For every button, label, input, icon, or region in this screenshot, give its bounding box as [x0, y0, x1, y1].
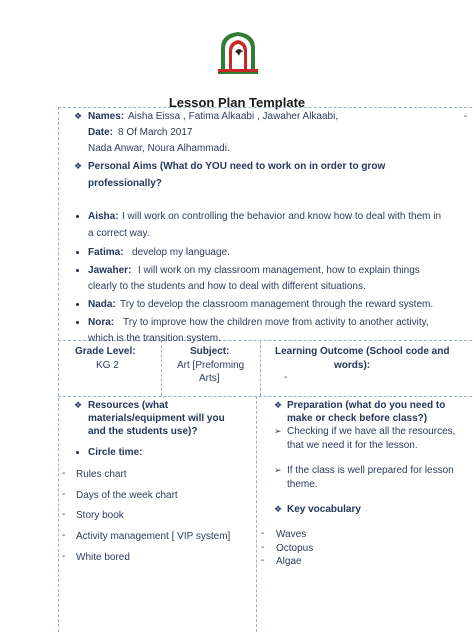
resource-item: Story book [76, 510, 124, 521]
aims-item-name: Nada: [88, 299, 116, 310]
names-label: Names: [88, 111, 125, 122]
subject-value-line2: Arts] [199, 373, 220, 384]
diamond-icon: ❖ [74, 111, 83, 121]
dash-icon: - [62, 468, 66, 479]
bullet-icon [76, 303, 79, 306]
date-value: 8 Of March 2017 [118, 127, 193, 138]
diamond-icon: ❖ [274, 504, 283, 514]
resources-heading-line1: Resources (what [88, 400, 169, 411]
preparation-heading-line2: make or check before class?) [287, 413, 428, 424]
aims-item-text: Try to develop the classroom management through the reward system. [120, 299, 434, 310]
preparation-item-line2: that we need it for the lesson. [287, 440, 418, 451]
bullet-icon [76, 215, 79, 218]
grade-label: Grade Level: [75, 346, 136, 357]
preparation-item: If the class is well prepared for lesson [287, 465, 454, 476]
names-trailing-dash: - [464, 111, 468, 122]
preparation-heading-line1: Preparation (what do you need to [287, 400, 446, 411]
table-border-top [58, 107, 472, 108]
aims-heading-line1: Personal Aims (What do YOU need to work on in order to grow [88, 161, 386, 172]
grade-value: KG 2 [96, 360, 119, 371]
subject-label: Subject: [190, 346, 230, 357]
table-divider-col1 [161, 340, 162, 396]
names-line2: Nada Anwar, Noura Alhammadi. [88, 143, 230, 154]
page-title: Lesson Plan Template [168, 95, 306, 110]
dash-icon: - [261, 528, 265, 539]
table-divider-col2 [260, 340, 261, 396]
aims-item-text: I will work on my classroom management, how to explain things [138, 265, 420, 276]
vocab-item: Octopus [276, 543, 314, 554]
resource-item: White bored [76, 552, 130, 563]
vocab-heading: Key vocabulary [287, 504, 361, 515]
aims-heading-line2: professionally? [88, 178, 162, 189]
aims-item-name: Fatima: [88, 247, 124, 258]
date-label: Date: [88, 127, 114, 138]
outcome-value: - [284, 372, 288, 383]
aims-item-name: Nora: [88, 317, 115, 328]
arrow-icon: ➢ [274, 465, 282, 475]
resource-item: Days of the week chart [76, 490, 178, 501]
table-border-left [58, 107, 59, 632]
bullet-icon [76, 451, 79, 454]
preparation-item-line2: theme. [287, 479, 318, 490]
resource-item: Activity management [ VIP system] [76, 531, 231, 542]
dash-icon: - [261, 555, 265, 566]
dash-icon: - [62, 489, 66, 500]
outcome-label-line1: Learning Outcome (School code and [275, 346, 450, 357]
resource-item: Rules chart [76, 469, 127, 480]
diamond-icon: ❖ [274, 400, 283, 410]
aims-item-text: Try to improve how the children move from activity to another activity, [123, 317, 429, 328]
circle-time-label: Circle time: [88, 447, 143, 458]
dash-icon: - [62, 551, 66, 562]
aims-item-text2: clearly to the students and how to deal with different situations. [88, 281, 366, 292]
arrow-icon: ➢ [274, 426, 282, 436]
subject-value-line1: Art [Preforming [177, 360, 245, 371]
aims-item-text: develop my language. [132, 247, 230, 258]
resources-heading-line3: and the students use)? [88, 426, 198, 437]
names-value: Aisha Eissa , Fatima Alkaabi , Jawaher Alkaabi, [128, 111, 339, 122]
diamond-icon: ❖ [74, 161, 83, 171]
outcome-label-line2: words): [334, 360, 371, 371]
school-logo [218, 30, 258, 74]
table-divider-grade [58, 396, 472, 397]
preparation-item: Checking if we have all the resources, [287, 426, 456, 437]
aims-item-name: Aisha: [88, 211, 119, 222]
dash-icon: - [261, 542, 265, 553]
aims-item-text2: which is the transition system. [88, 333, 221, 344]
dash-icon: - [62, 509, 66, 520]
aims-item-name: Jawaher: [88, 265, 132, 276]
bullet-icon [76, 251, 79, 254]
vocab-item: Algae [276, 556, 302, 567]
diamond-icon: ❖ [74, 400, 83, 410]
table-divider-lower [256, 396, 257, 632]
bullet-icon [76, 321, 79, 324]
aims-item-text2: a correct way. [88, 228, 150, 239]
dash-icon: - [62, 530, 66, 541]
aims-item-text: I will work on controlling the behavior and know how to deal with them in [122, 211, 442, 222]
resources-heading-line2: materials/equipment will you [88, 413, 225, 424]
vocab-item: Waves [276, 529, 307, 540]
bullet-icon [76, 269, 79, 272]
